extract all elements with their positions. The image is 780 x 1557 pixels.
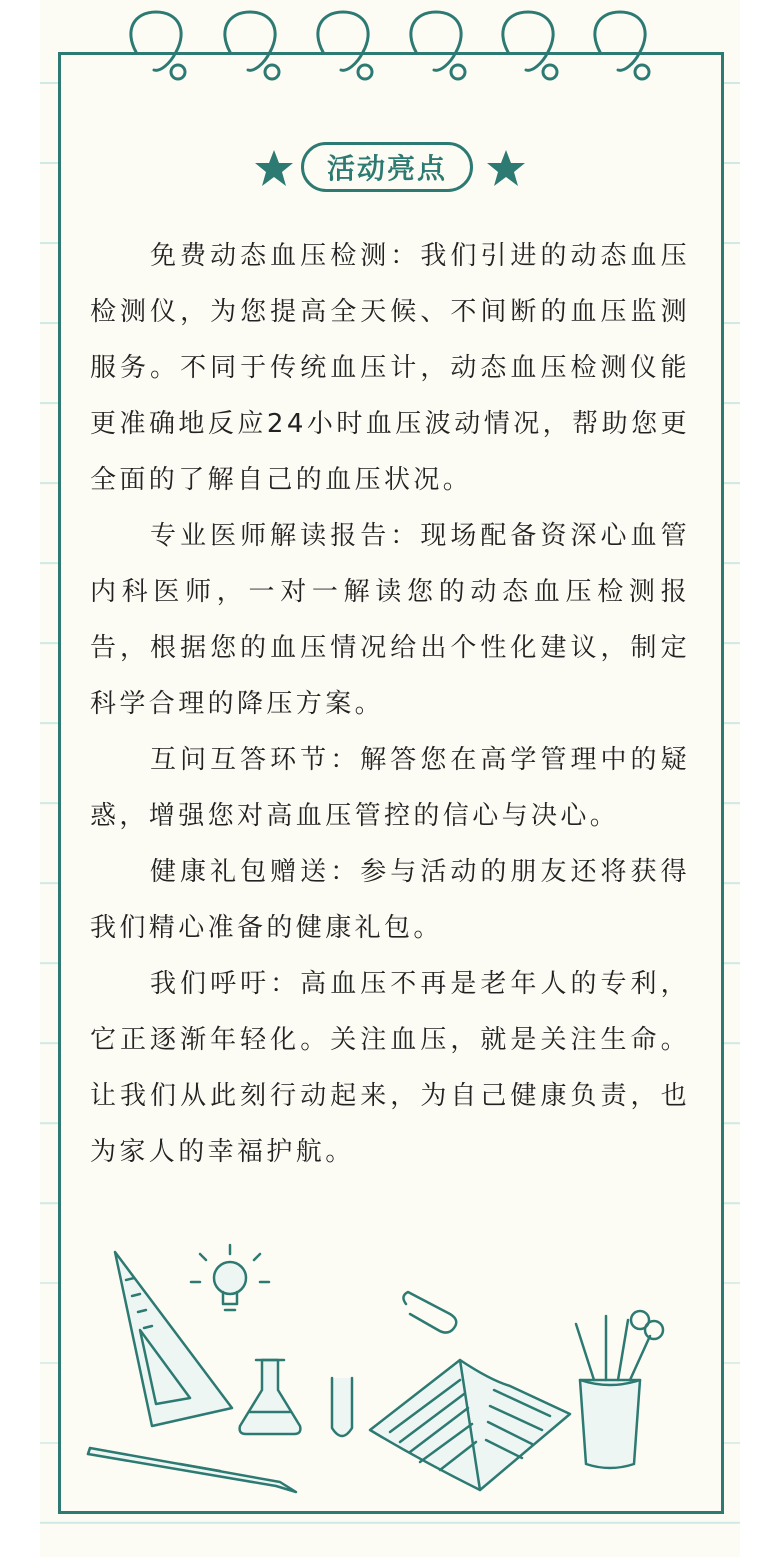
- lightbulb-icon: [191, 1245, 269, 1310]
- paragraph-free-bp-test: 免费动态血压检测：我们引进的动态血压检测仪，为您提高全天候、不间断的血压监测服务。不同于传统血压计，动态血压检测仪能更准确地反应24小时血压波动情况，帮助您更全面的了解自己的血压状况。: [90, 241, 690, 495]
- page-title: 活动亮点: [301, 142, 473, 192]
- article-body: [90, 228, 690, 1180]
- pen-icon: [88, 1448, 296, 1492]
- test-tube-icon: [332, 1378, 352, 1436]
- flask-icon: [240, 1360, 301, 1434]
- paperclip-icon: [403, 1292, 456, 1333]
- star-icon: [254, 148, 294, 188]
- paragraph-gift-pack: 健康礼包赠送：参与活动的朋友还将获得我们精心准备的健康礼包。: [90, 857, 690, 943]
- star-icon: [486, 148, 526, 188]
- paragraph-doctor-report: 专业医师解读报告：现场配备资深心血管内科医师，一对一解读您的动态血压检测报告，根据您的血压情况给出个性化建议，制定科学合理的降压方案。: [90, 521, 690, 719]
- paragraph-appeal: 我们呼吁：高血压不再是老年人的专利，它正逐渐年轻化。关注血压，就是关注生命。让我们从此刻行动起来，为自己健康负责，也为家人的幸福护航。: [90, 969, 690, 1167]
- stationery-illustration: [60, 1240, 720, 1510]
- open-book-icon: [370, 1360, 570, 1490]
- pencil-cup-icon: [576, 1311, 663, 1468]
- section-header: [0, 138, 780, 198]
- paragraph-qa-session: 互问互答环节：解答您在高学管理中的疑惑，增强您对高血压管控的信心与决心。: [90, 745, 690, 831]
